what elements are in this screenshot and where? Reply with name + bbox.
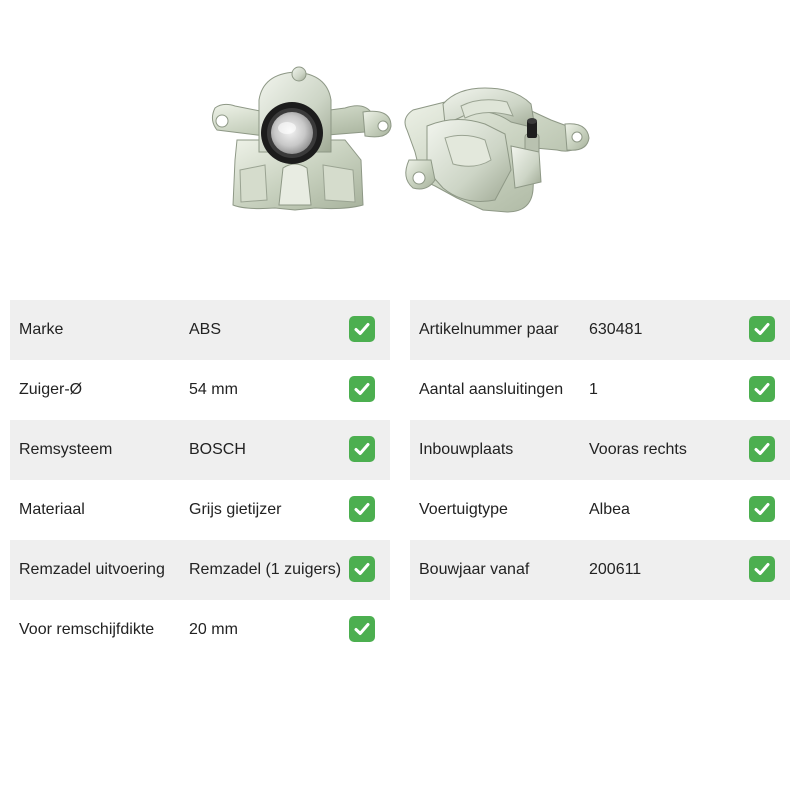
spec-value: Vooras rechts — [589, 441, 687, 458]
check-mark-icon — [749, 556, 775, 582]
spec-row-materiaal — [10, 480, 390, 540]
check-mark-icon — [349, 376, 375, 402]
spec-value: 200611 — [589, 561, 642, 578]
spec-label: Zuiger-Ø — [19, 381, 83, 398]
check-mark-icon — [349, 436, 375, 462]
spec-value: Grijs gietijzer — [189, 501, 282, 518]
spec-value: BOSCH — [189, 441, 246, 458]
spec-table-left — [10, 300, 390, 660]
spec-value: 630481 — [589, 321, 643, 338]
spec-label: Materiaal — [19, 501, 85, 518]
spec-row-inbouwplaats — [410, 420, 790, 480]
check-mark-icon — [749, 316, 775, 342]
spec-row-voor-remschijfdikte — [10, 600, 390, 660]
spec-label: Remzadel uitvoering — [19, 561, 165, 578]
spec-value: Albea — [589, 501, 630, 518]
spec-value: 20 mm — [189, 621, 238, 638]
spec-row-voertuigtype — [410, 480, 790, 540]
spec-value: Remzadel (1 zuigers) — [189, 561, 342, 578]
spec-label: Aantal aansluitingen — [419, 381, 564, 398]
spec-label: Marke — [19, 321, 64, 338]
spec-label: Bouwjaar vanaf — [419, 561, 530, 578]
spec-label: Artikelnummer paar — [419, 321, 559, 338]
spec-label: Voertuigtype — [419, 501, 508, 518]
check-mark-icon — [749, 376, 775, 402]
check-mark-icon — [749, 496, 775, 522]
spec-row-zuiger — [10, 360, 390, 420]
spec-label: Remsysteem — [19, 441, 113, 458]
spec-table-right — [410, 300, 790, 600]
check-mark-icon — [749, 436, 775, 462]
spec-row-remzadel-uitvoering — [10, 540, 390, 600]
spec-value: 1 — [589, 381, 598, 398]
right-caliper — [405, 88, 589, 212]
spec-value: 54 mm — [189, 381, 238, 398]
spec-value: ABS — [189, 321, 222, 338]
spec-row-remsysteem — [10, 420, 390, 480]
check-mark-icon — [349, 556, 375, 582]
spec-row-aantal-aansluitingen — [410, 360, 790, 420]
spec-label: Inbouwplaats — [419, 441, 514, 458]
check-mark-icon — [349, 616, 375, 642]
check-mark-icon — [349, 496, 375, 522]
spec-row-marke — [10, 300, 390, 360]
left-caliper — [212, 67, 391, 210]
spec-row-bouwjaar-vanaf — [410, 540, 790, 600]
spec-row-artikelnummer-paar — [410, 300, 790, 360]
check-mark-icon — [349, 316, 375, 342]
spec-label: Voor remschijfdikte — [19, 621, 155, 638]
product-image — [195, 60, 605, 225]
